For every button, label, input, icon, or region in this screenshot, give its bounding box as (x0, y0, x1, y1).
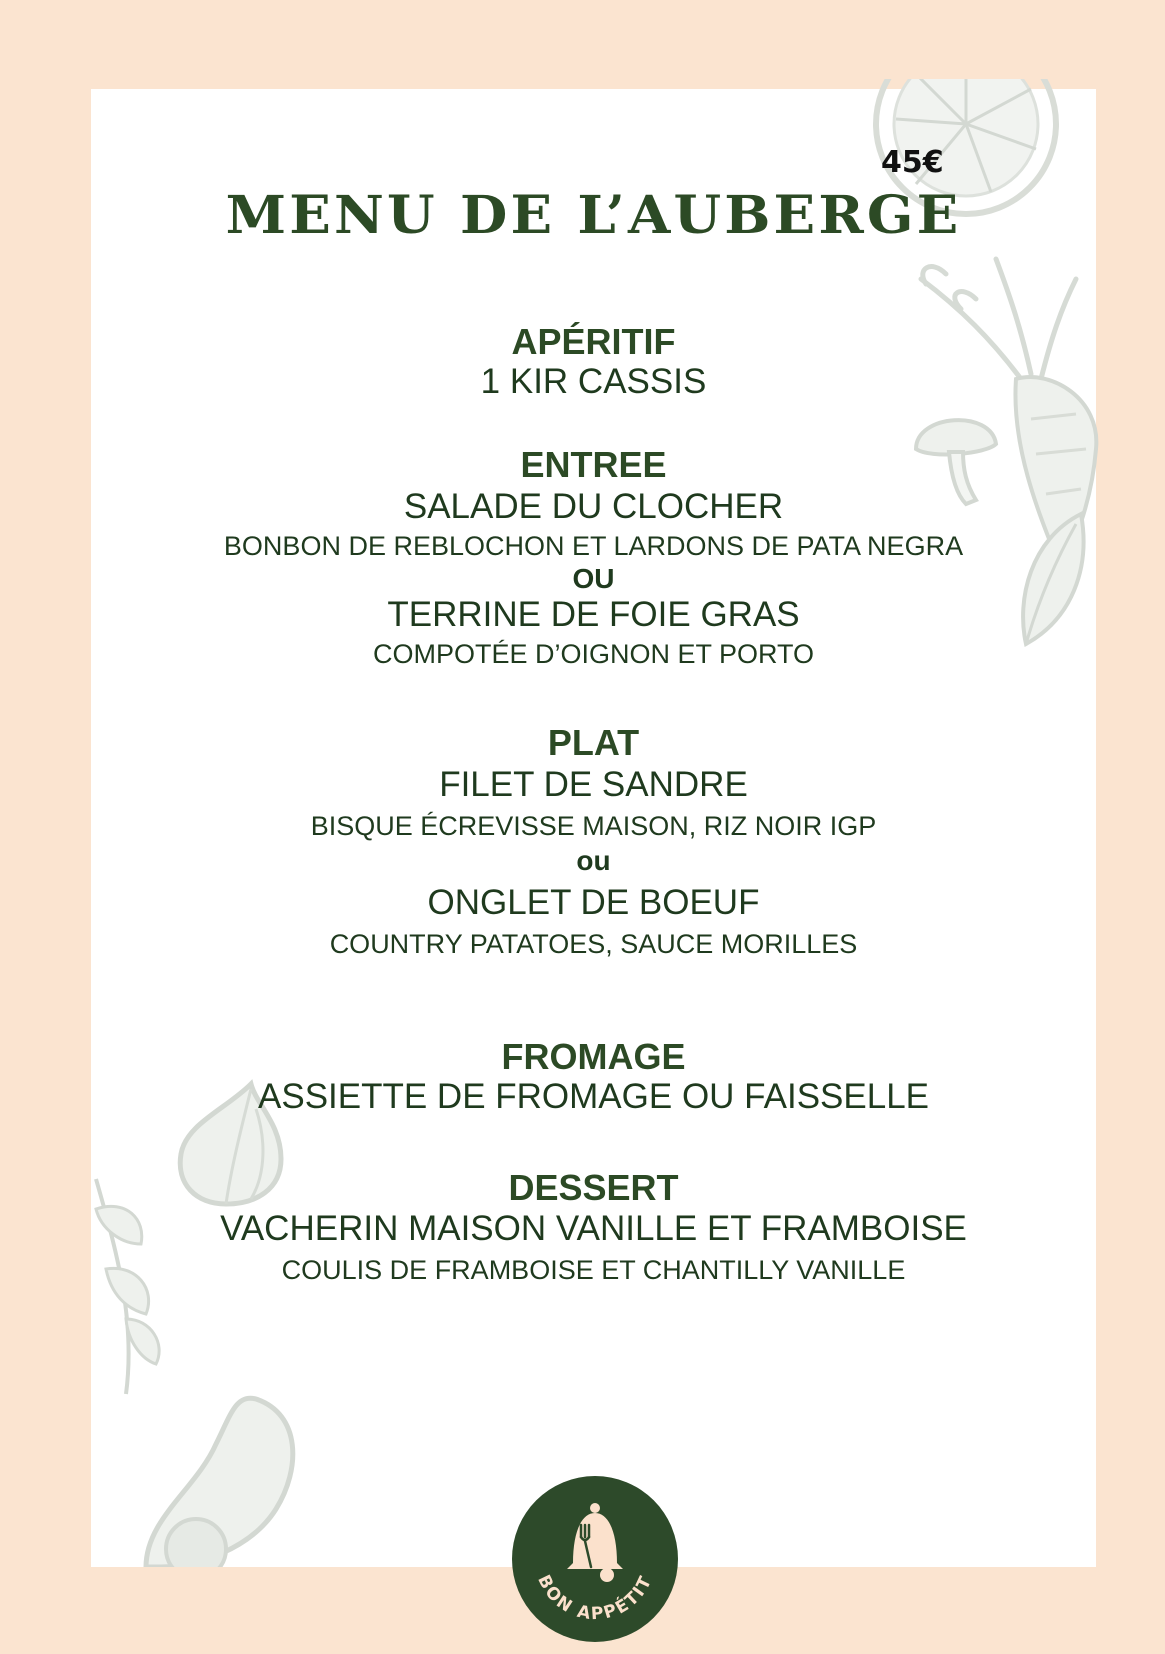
entree-option-1-name: SALADE DU CLOCHER (403, 487, 784, 526)
bon-appetit-badge (511, 1475, 679, 1643)
badge-text: BON APPÉTIT (533, 1571, 657, 1625)
aperitif-item: 1 KIR CASSIS (480, 362, 707, 401)
dessert-item: VACHERIN MAISON VANILLE ET FRAMBOISE (220, 1209, 967, 1248)
entree-option-1-desc: BONBON DE REBLOCHON ET LARDONS DE PATA NEGRA (223, 531, 964, 561)
dessert-desc: COULIS DE FRAMBOISE ET CHANTILLY VANILLE (281, 1255, 906, 1285)
menu-content (91, 89, 1096, 1567)
plat-heading: PLAT (547, 722, 640, 763)
plat-option-2-desc: COUNTRY PATATOES, SAUCE MORILLES (329, 929, 858, 959)
entree-heading: ENTREE (520, 444, 667, 485)
fromage-item: ASSIETTE DE FROMAGE OU FAISSELLE (258, 1077, 929, 1116)
aperitif-heading: APÉRITIF (511, 321, 676, 362)
plat-option-1-desc: BISQUE ÉCREVISSE MAISON, RIZ NOIR IGP (310, 811, 877, 841)
menu-title: MENU DE L’AUBERGE (225, 185, 962, 246)
plat-separator: ou (576, 845, 611, 876)
entree-separator: OU (572, 563, 615, 594)
entree-option-2-name: TERRINE DE FOIE GRAS (387, 595, 800, 634)
menu-price: 45€ (881, 145, 944, 180)
plat-option-1-name: FILET DE SANDRE (439, 765, 748, 804)
dessert-heading: DESSERT (508, 1167, 679, 1208)
plat-option-2-name: ONGLET DE BOEUF (427, 883, 760, 922)
menu-card (91, 89, 1096, 1625)
entree-option-2-desc: COMPOTÉE D’OIGNON ET PORTO (372, 639, 815, 669)
fromage-heading: FROMAGE (501, 1036, 686, 1077)
